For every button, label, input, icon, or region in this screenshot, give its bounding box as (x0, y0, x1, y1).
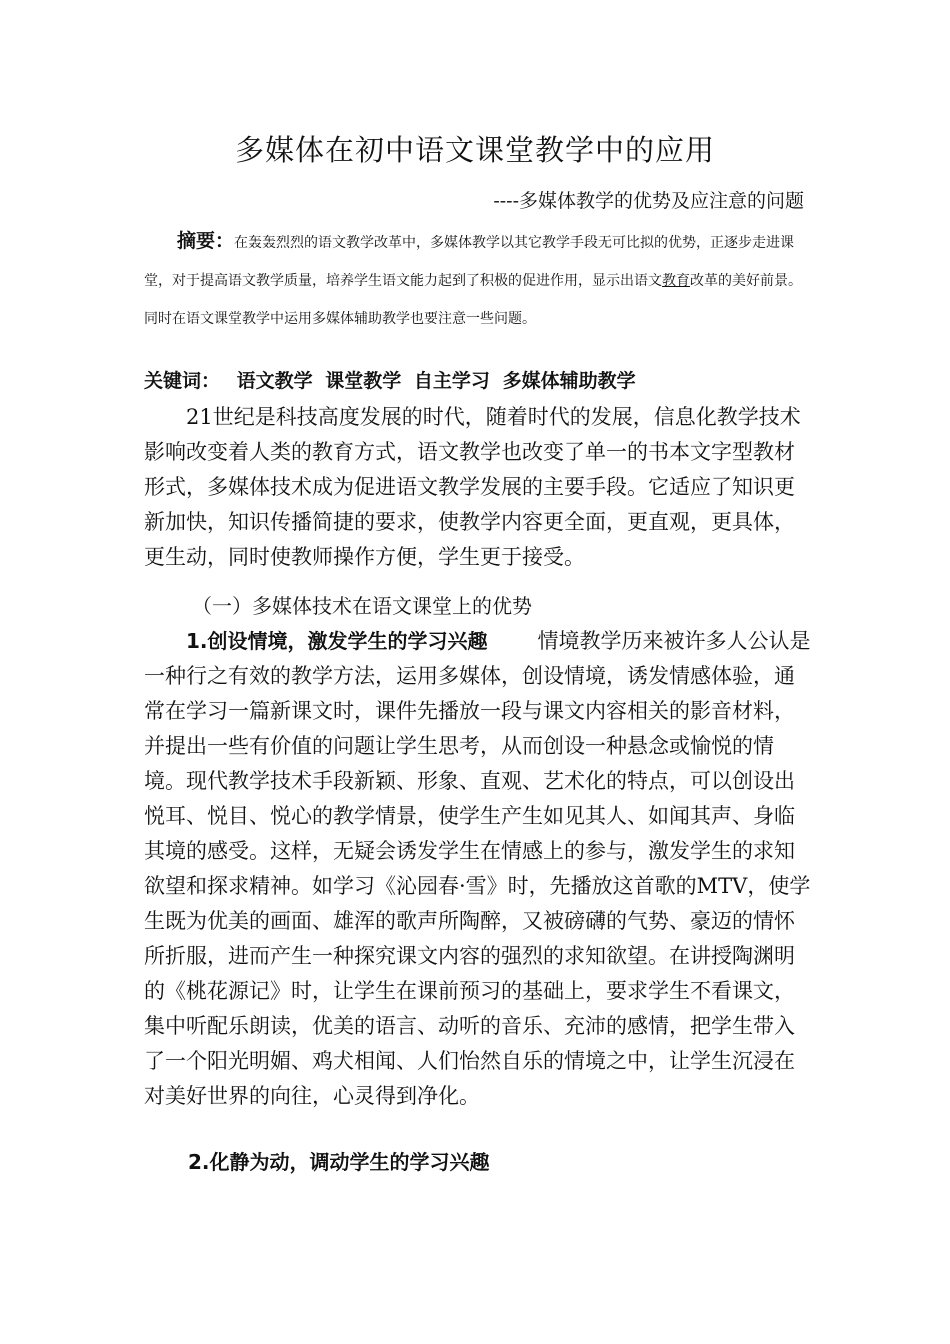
abstract-text-end: 改革的美好前景。同时在语文课堂教学中运用多媒体辅助教学也要注意一些问题。 (144, 273, 802, 327)
keyword-item: 课堂教学 (325, 370, 402, 392)
abstract-text: 在轰轰烈烈的语文教学改革中，多媒体教学以其它教学手段无可比拟的优势，正逐步走进课堂，对于提高语文教学质量，培养学生语文能力起到了积极的促进作用，显示出语文 (144, 235, 795, 289)
keyword-item: 多媒体辅助教学 (502, 370, 636, 392)
point2-heading: 2.化静为动，调动学生的学习兴趣 (188, 1150, 490, 1174)
keyword-item: 语文教学 (236, 370, 313, 392)
point1-heading: 1.创设情境，激发学生的学习兴趣 (186, 629, 488, 653)
keywords (144, 366, 636, 393)
keyword-item: 自主学习 (413, 370, 490, 392)
abstract-label: 摘要： (177, 230, 235, 252)
abstract-link[interactable]: 教育 (662, 273, 690, 289)
point1-paragraph (144, 624, 814, 1114)
keywords-label: 关键词： (144, 370, 221, 392)
document-subtitle: ----多媒体教学的优势及应注意的问题 (493, 190, 804, 212)
intro-paragraph: 21世纪是科技高度发展的时代，随着时代的发展，信息化教学技术影响改变着人类的教育方式，语文教学也改变了单一的书本文字型教材形式，多媒体技术成为促进语文教学发展的主要手段。它适应了知识更新加快，知识传播简捷的要求，使教学内容更全面，更直观，更具体，更生动，同时使教师操作方便，学生更于接受。 (144, 405, 801, 569)
point1-text: 情境教学历来被许多人公认是一种行之有效的教学方法，运用多媒体，创设情境，诱发情感体验，通常在学习一篇新课文时，课件先播放一段与课文内容相关的影音材料，并提出一些有价值的问题让学生思考，从而创设一种悬念或愉悦的情境。现代教学技术手段新颖、形象、直观、艺术化的特点，可以创设出悦耳、悦目、悦心的教学情景，使学生产生如见其人、如闻其声、身临其境的感受。这样，无疑会诱发学生在情感上的参与，激发学生的求知欲望和探求精神。如学习《沁园春·雪》时，先播放这首歌的MTV，使学生既为优美的画面、雄浑的歌声所陶醉，又被磅礴的气势、豪迈的情怀所折服，进而产生一种探究课文内容的强烈的求知欲望。在讲授陶渊明的《桃花源记》时，让学生在课前预习的基础上，要求学生不看课文，集中听配乐朗读，优美的语言、动听的音乐、充沛的感情，把学生带入了一个阳光明媚、鸡犬相闻、人们怡然自乐的情境之中，让学生沉浸在对美好世界的向往，心灵得到净化。 (144, 629, 811, 1108)
abstract (144, 222, 809, 338)
document-title: 多媒体在初中语文课堂教学中的应用 (234, 133, 715, 167)
section-heading: （一）多媒体技术在语文课堂上的优势 (192, 594, 532, 618)
